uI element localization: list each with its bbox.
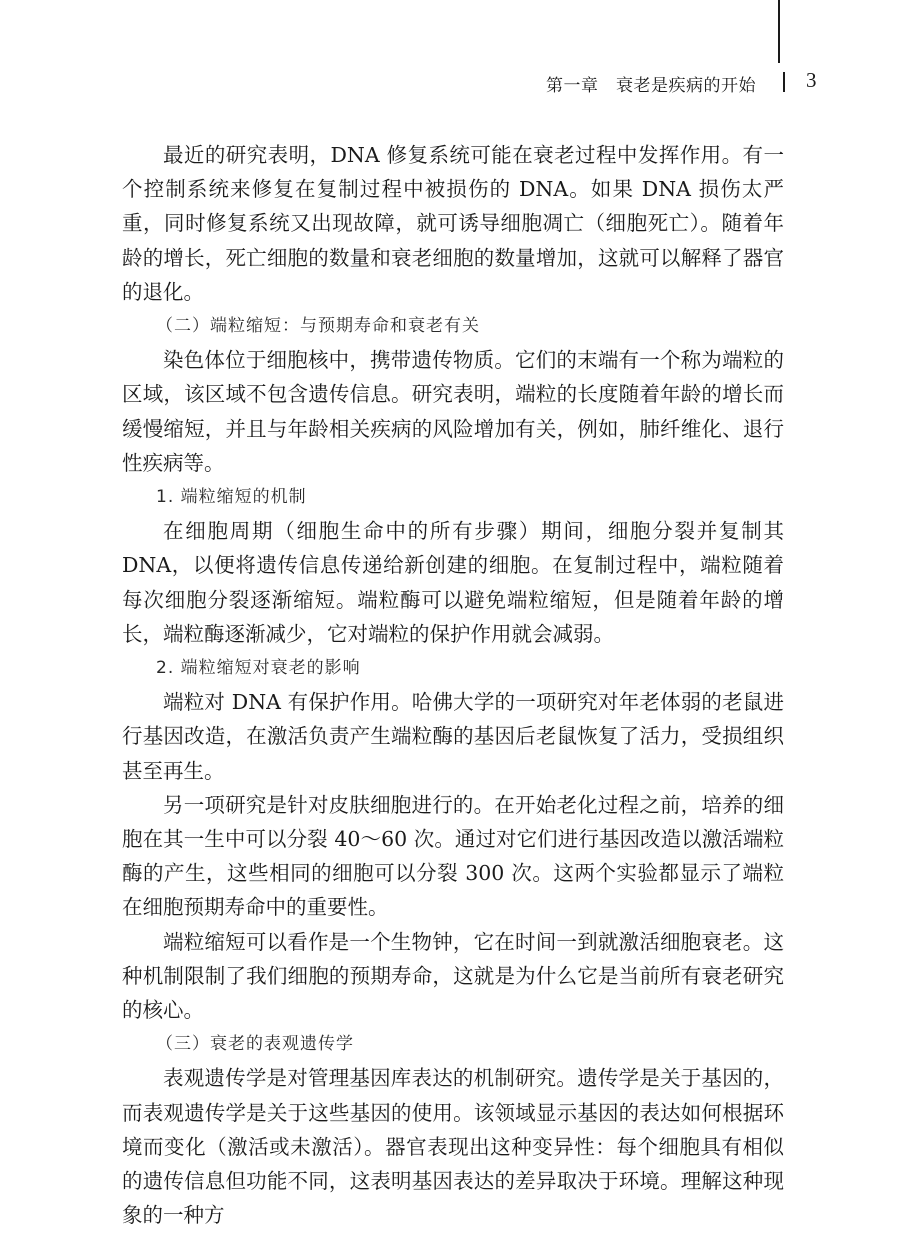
paragraph-chromosome-telomere: 染色体位于细胞核中，携带遗传物质。它们的末端有一个称为端粒的区域，该区域不包含遗传信息。研究表明，端粒的长度随着年龄的增长而缓慢缩短，并且与年龄相关疾病的风险增加有关，例如，肺纤维化、退行性疾病等。 [122,348,784,475]
paragraph-cell-cycle: 在细胞周期（细胞生命中的所有步骤）期间，细胞分裂并复制其 DNA，以便将遗传信息传递给新创建的细胞。在复制过程中，端粒随着每次细胞分裂逐渐缩短。端粒酶可以避免端粒缩短，但是随着年龄的增长，端粒酶逐渐减少，它对端粒的保护作用就会减弱。 [122,519,784,646]
top-margin-rule [778,0,780,63]
paragraph-epigenetics: 表观遗传学是对管理基因库表达的机制研究。遗传学是关于基因的，而表观遗传学是关于这些基因的使用。该领域显示基因的表达如何根据环境而变化（激活或未激活）。器官表现出这种变异性：每个细胞具有相似的遗传信息但功能不同，这表明基因表达的差异取决于环境。理解这种现象的一种方 [122,1066,784,1228]
paragraph-harvard-study: 端粒对 DNA 有保护作用。哈佛大学的一项研究对年老体弱的老鼠进行基因改造，在激活负责产生端粒酶的基因后老鼠恢复了活力，受损组织甚至再生。 [122,690,784,783]
subheading-telomere-aging-effect: 2. 端粒缩短对衰老的影响 [156,658,361,679]
running-header [0,68,900,98]
page-number: 3 [806,68,817,92]
header-separator [783,72,785,92]
subheading-telomere-mechanism: 1. 端粒缩短的机制 [156,487,307,508]
section-heading-epigenetics: （三）衰老的表观遗传学 [156,1034,354,1055]
paragraph-biological-clock: 端粒缩短可以看作是一个生物钟，它在时间一到就激活细胞衰老。这种机制限制了我们细胞的预期寿命，这就是为什么它是当前所有衰老研究的核心。 [122,929,784,1023]
paragraph-dna-repair: 最近的研究表明，DNA 修复系统可能在衰老过程中发挥作用。有一个控制系统来修复在复制过程中被损伤的 DNA。如果 DNA 损伤太严重，同时修复系统又出现故障，就可诱导细胞凋亡（细胞死亡）。随着年龄的增长，死亡细胞的数量和衰老细胞的数量增加，这就可以解释了器官的退化。 [122,143,784,304]
body-text [122,138,784,1233]
section-heading-telomere-shortening: （二）端粒缩短：与预期寿命和衰老有关 [156,316,480,337]
chapter-title: 第一章 衰老是疾病的开始 [546,76,756,96]
paragraph-skin-cell-study: 另一项研究是针对皮肤细胞进行的。在开始老化过程之前，培养的细胞在其一生中可以分裂 40～60 次。通过对它们进行基因改造以激活端粒酶的产生，这些相同的细胞可以分裂 300 次。这两个实验都显示了端粒在细胞预期寿命中的重要性。 [122,792,784,920]
